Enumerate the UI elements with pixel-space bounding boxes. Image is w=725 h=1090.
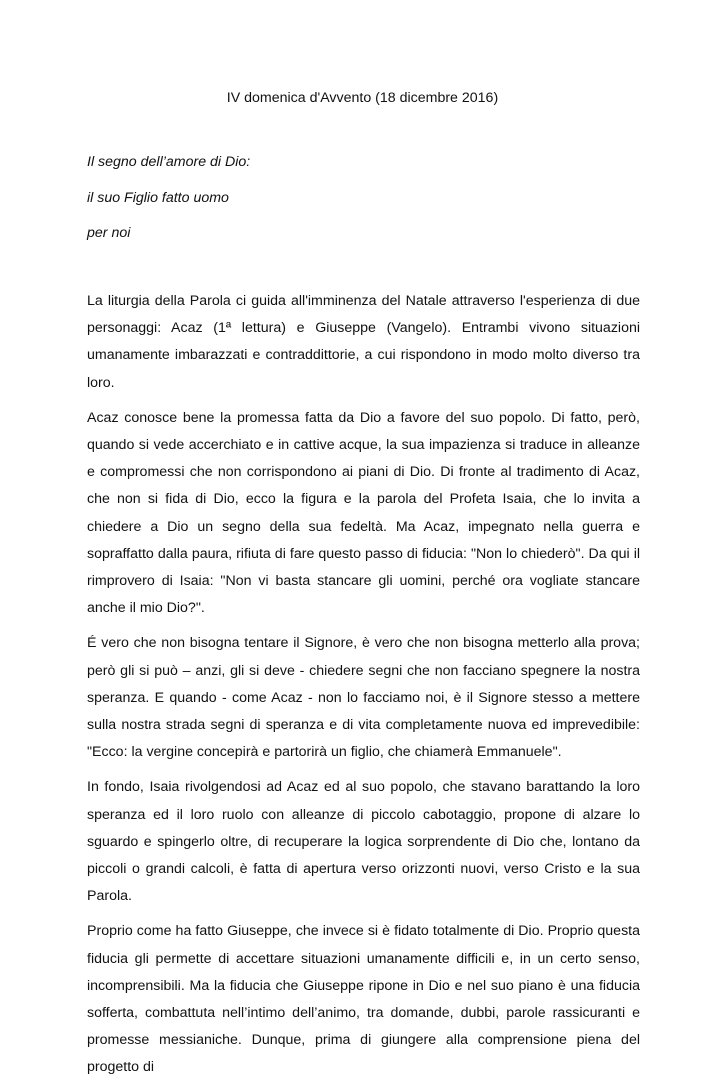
- subtitle-line: per noi: [87, 225, 131, 241]
- document-title: IV domenica d'Avvento (18 dicembre 2016): [226, 90, 499, 106]
- document-body: [87, 288, 640, 1090]
- paragraph: É vero che non bisogna tentare il Signore, è vero che non bisogna metterlo alla prova; però gli si può – anzi, gli si deve - chiedere segni che non facciano spegnere la nostra speranza. E quando - come Acaz - non lo facciamo noi, è il Signore stesso a mettere sulla nostra strada segni di speranza e di vita completamente nuova ed imprevedibile: "Ecco: la vergine concepirà e partorirà un figlio, che chiamerà Emmanuele".: [87, 635, 640, 761]
- subtitle-line: il suo Figlio fatto uomo: [87, 190, 229, 206]
- subtitle-line: Il segno dell’amore di Dio:: [87, 154, 251, 170]
- paragraph: Acaz conosce bene la promessa fatta da Dio a favore del suo popolo. Di fatto, però, quando si vede accerchiato e in cattive acque, la sua impazienza si traduce in alleanze e compromessi che non corrispondono ai piani di Dio. Di fronte al tradimento di Acaz, che non si fida di Dio, ecco la figura e la parola del Profeta Isaia, che lo invita a chiedere a Dio un segno della sua fedeltà. Ma Acaz, impegnato nella guerra e sopraffatto dalla paura, rifiuta di fare questo passo di fiducia: "Non lo chiederò". Da qui il rimprovero di Isaia: "Non vi basta stancare gli uomini, perché ora vogliate stancare anche il mio Dio?".: [87, 409, 640, 617]
- paragraph: In fondo, Isaia rivolgendosi ad Acaz ed al suo popolo, che stavano barattando la loro speranza ed il loro ruolo con alleanze di piccolo cabotaggio, propone di alzare lo sguardo e spingerlo oltre, di recuperare la logica sorprendente di Dio che, lontano da piccoli o grandi calcoli, è fatta di apertura verso orizzonti nuovi, verso Cristo e la sua Parola.: [87, 779, 640, 905]
- paragraph: Proprio come ha fatto Giuseppe, che invece si è fidato totalmente di Dio. Proprio questa fiducia gli permette di accettare situazioni umanamente difficili e, in un certo senso, incomprensibili. Ma la fiducia che Giuseppe ripone in Dio e nel suo piano è una fiducia sofferta, combattuta nell’intimo dell’animo, tra domande, dubbi, parole rassicuranti e promesse messianiche. Dunque, prima di giungere alla comprensione piena del progetto di: [87, 923, 640, 1076]
- paragraph: La liturgia della Parola ci guida all'imminenza del Natale attraverso l'esperienza di due personaggi: Acaz (1ª lettura) e Giuseppe (Vangelo). Entrambi vivono situazioni umanamente imbarazzati e contraddittorie, a cui rispondono in modo molto diverso tra loro.: [87, 293, 640, 391]
